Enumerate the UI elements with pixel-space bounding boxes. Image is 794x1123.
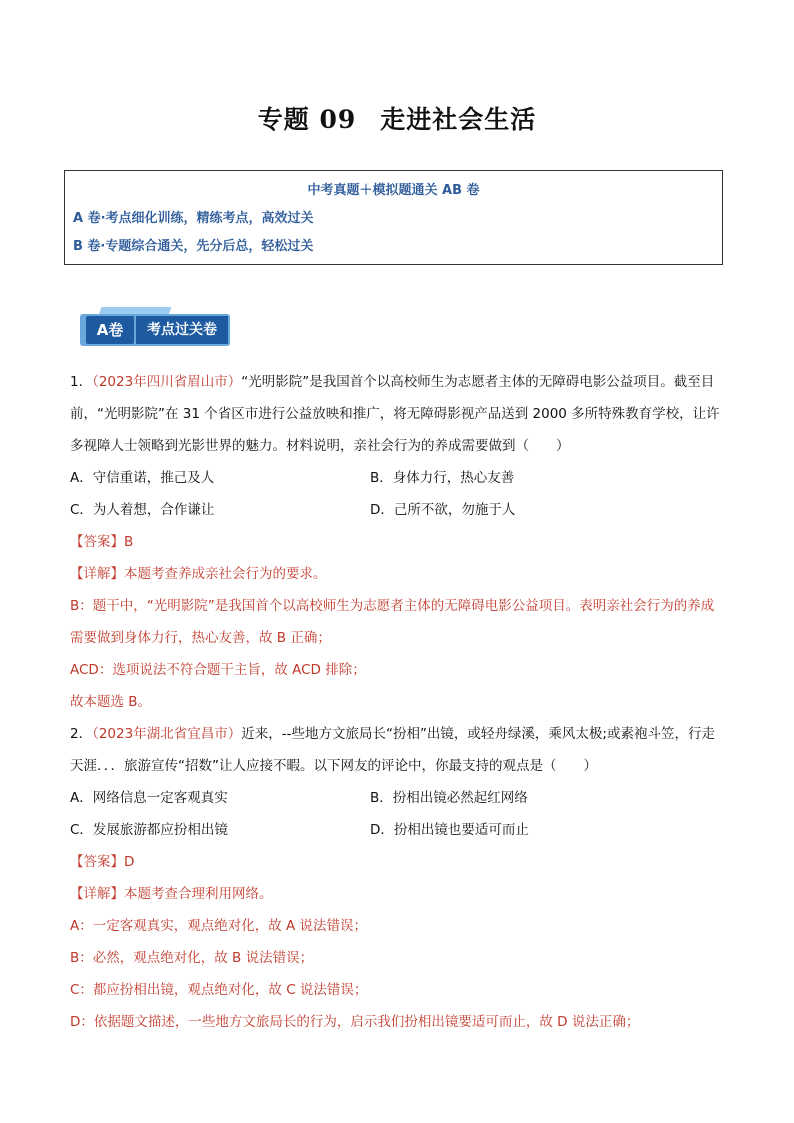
banner-tag: A卷 [86, 316, 134, 344]
option-a: A．网络信息一定客观真实 [70, 790, 228, 806]
question-2-stem: 2．（2023年湖北省宜昌市）近来，--些地方文旅局长“扮相”出镜，或轻舟绿溪，乘风太极;或素袍斗笠，行走天涯．．．旅游宣传“招数”让人应接不暇。以下网友的评论中，你最支持的观点是（ ） [70, 726, 715, 774]
option-b: B．身体力行，热心友善 [370, 470, 515, 486]
question-1-explanation: B：题干中，“光明影院”是我国首个以高校师生为志愿者主体的无障碍电影公益项目。表明亲社会行为的养成需要做到身体力行，热心友善，故 B 正确； [70, 598, 715, 646]
question-1-answer: 【答案】B [70, 534, 134, 550]
page-title: 专题 09 走进社会生活 [257, 105, 537, 134]
info-box [64, 170, 723, 265]
question-content [70, 366, 726, 1038]
question-2-detail: 【详解】本题考查合理利用网络。 [70, 886, 273, 902]
option-d: D．扮相出镜也要适可而止 [370, 822, 529, 838]
option-b: B．扮相出镜必然起红网络 [370, 790, 528, 806]
question-2-explanation: A：一定客观真实，观点绝对化，故 A 说法错误； [70, 918, 368, 934]
question-1-options-row2 [70, 494, 726, 526]
banner-label: 考点过关卷 [136, 316, 228, 344]
option-c: C．发展旅游都应扮相出镜 [70, 822, 228, 838]
question-2-answer: 【答案】D [70, 854, 135, 870]
option-d: D．己所不欲，勿施于人 [370, 502, 516, 518]
info-line-b: B 卷·专题综合通关，先分后总，轻松过关 [73, 239, 314, 254]
info-heading: 中考真题＋模拟题通关 AB 卷 [307, 183, 480, 198]
question-2-explanation: D：依据题文描述，一些地方文旅局长的行为，启示我们扮相出镜要适可而止，故 D 说法正确； [70, 1014, 640, 1030]
question-2-options-row2 [70, 814, 726, 846]
question-1-stem: 1．（2023年四川省眉山市）“光明影院”是我国首个以高校师生为志愿者主体的无障碍电影公益项目。截至目前，“光明影院”在 31 个省区市进行公益放映和推广，将无障碍影视产品送到 2000 多所特殊教育学校，让许多视障人士领略到光影世界的魅力。材料说明，亲社会行为的养成需要做到（ ） [70, 374, 720, 454]
question-source: （2023年湖北省宜昌市） [92, 726, 242, 742]
question-1-detail: 【详解】本题考查养成亲社会行为的要求。 [70, 566, 327, 582]
question-2-explanation: B：必然，观点绝对化，故 B 说法错误； [70, 950, 314, 966]
question-1-conclusion: 故本题选 B。 [70, 694, 152, 710]
question-source: （2023年四川省眉山市） [92, 374, 242, 390]
question-1-explanation: ACD：选项说法不符合题干主旨，故 ACD 排除； [70, 662, 366, 678]
option-c: C．为人着想，合作谦让 [70, 502, 215, 518]
question-1-options-row1 [70, 462, 726, 494]
question-2-options-row1 [70, 782, 726, 814]
info-line-a: A 卷·考点细化训练，精练考点，高效过关 [73, 211, 314, 226]
question-2-explanation: C：都应扮相出镜，观点绝对化，故 C 说法错误； [70, 982, 368, 998]
option-a: A．守信重诺，推己及人 [70, 470, 215, 486]
